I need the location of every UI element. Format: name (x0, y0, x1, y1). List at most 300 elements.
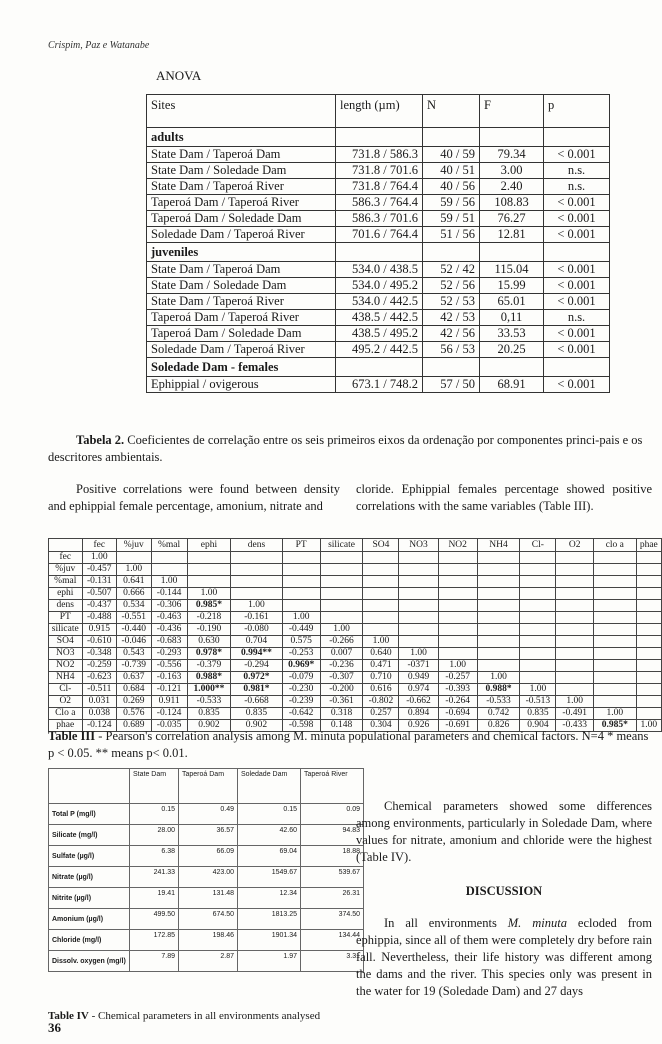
correlation-row (49, 600, 662, 612)
correlation-cell: 0.710 (363, 672, 399, 684)
anova-cell: 108.83 (480, 195, 544, 211)
correlation-cell: 1.00 (636, 720, 661, 732)
correlation-empty-cell (636, 588, 661, 600)
anova-row (147, 278, 610, 294)
correlation-cell: -0.623 (82, 672, 117, 684)
anova-cell: n.s. (544, 163, 610, 179)
anova-group-row (147, 358, 610, 377)
correlation-empty-cell (320, 588, 363, 600)
correlation-empty-cell (231, 576, 282, 588)
correlation-cell: 0.988* (187, 672, 231, 684)
correlation-empty-cell (187, 552, 231, 564)
correlation-cell: -0.507 (82, 588, 117, 600)
anova-cell: 438.5 / 442.5 (336, 310, 423, 326)
correlation-empty-cell (399, 600, 438, 612)
anova-cell: < 0.001 (544, 278, 610, 294)
table-4-row (49, 930, 364, 951)
correlation-empty-cell (556, 588, 594, 600)
correlation-empty-cell (636, 708, 661, 720)
anova-empty-cell (336, 128, 423, 147)
anova-table (146, 94, 610, 393)
correlation-cell: 0.985* (594, 720, 637, 732)
correlation-cell: 0.978* (187, 648, 231, 660)
anova-cell: 731.8 / 586.3 (336, 147, 423, 163)
correlation-cell: -0.463 (151, 612, 187, 624)
anova-cell: 68.91 (480, 377, 544, 393)
anova-cell: State Dam / Taperoá Dam (147, 262, 336, 278)
table-4-row-label: Total P (mg/l) (49, 804, 130, 825)
table-4-row-label: Silicate (mg/l) (49, 825, 130, 846)
correlation-empty-cell (477, 636, 520, 648)
correlation-cell: 0.038 (82, 708, 117, 720)
table-4-row-label: Chloride (mg/l) (49, 930, 130, 951)
correlation-cell: 1.00 (438, 660, 477, 672)
anova-cell: < 0.001 (544, 294, 610, 310)
correlation-empty-cell (556, 684, 594, 696)
correlation-cell: 0.988* (477, 684, 520, 696)
anova-cell: 15.99 (480, 278, 544, 294)
correlation-empty-cell (282, 600, 320, 612)
anova-cell: 673.1 / 748.2 (336, 377, 423, 393)
table-4-row (49, 909, 364, 930)
correlation-empty-cell (636, 696, 661, 708)
correlation-header-cell: %mal (151, 539, 187, 552)
correlation-cell: 0.985* (187, 600, 231, 612)
anova-cell: 40 / 59 (423, 147, 480, 163)
correlation-header-cell: NO3 (399, 539, 438, 552)
correlation-cell: 1.00 (520, 684, 556, 696)
anova-group-row (147, 243, 610, 262)
correlation-cell: 0.575 (282, 636, 320, 648)
table-4-header-row (49, 769, 364, 804)
correlation-empty-cell (399, 624, 438, 636)
correlation-cell: 0.981* (231, 684, 282, 696)
anova-cell: < 0.001 (544, 147, 610, 163)
correlation-cell: -0.239 (282, 696, 320, 708)
correlation-empty-cell (594, 552, 637, 564)
correlation-row-label: NO2 (49, 660, 83, 672)
anova-cell: 731.8 / 764.4 (336, 179, 423, 195)
correlation-cell: 0.826 (477, 720, 520, 732)
correlation-empty-cell (636, 552, 661, 564)
correlation-row (49, 564, 662, 576)
page-number: 36 (48, 1020, 61, 1035)
correlation-cell: -0.124 (82, 720, 117, 732)
correlation-header-cell: ephi (187, 539, 231, 552)
anova-group-label: juveniles (147, 243, 336, 262)
correlation-cell: -0.511 (82, 684, 117, 696)
correlation-cell: -0.668 (231, 696, 282, 708)
anova-cell: 731.8 / 701.6 (336, 163, 423, 179)
correlation-cell: 0.902 (187, 720, 231, 732)
correlation-empty-cell (477, 576, 520, 588)
anova-empty-cell (336, 358, 423, 377)
table-4-header-cell: Taperoá River (301, 769, 364, 804)
correlation-header-cell (49, 539, 83, 552)
paragraph-positive-correlations: Positive correlations were found between density and ephippial female percentage, amonium, nitrate and (48, 482, 340, 513)
table-4-cell: 1901.34 (238, 930, 301, 951)
correlation-cell: 0.318 (320, 708, 363, 720)
correlation-empty-cell (477, 552, 520, 564)
correlation-cell: -0.079 (282, 672, 320, 684)
correlation-cell: 0.911 (151, 696, 187, 708)
table-4-header-cell: Taperoá Dam (179, 769, 238, 804)
correlation-header-row (49, 539, 662, 552)
correlation-row-label: Clo a (49, 708, 83, 720)
anova-cell: < 0.001 (544, 342, 610, 358)
table-4-label: Table IV (48, 1010, 89, 1022)
correlation-empty-cell (636, 636, 661, 648)
anova-cell: 65.01 (480, 294, 544, 310)
anova-cell: 40 / 51 (423, 163, 480, 179)
correlation-cell: -0.348 (82, 648, 117, 660)
correlation-cell: 0.835 (231, 708, 282, 720)
correlation-empty-cell (636, 564, 661, 576)
correlation-cell: -0.264 (438, 696, 477, 708)
table-4-row (49, 888, 364, 909)
correlation-empty-cell (636, 576, 661, 588)
correlation-empty-cell (556, 600, 594, 612)
anova-cell: State Dam / Taperoá River (147, 179, 336, 195)
table-4-row (49, 846, 364, 867)
correlation-empty-cell (636, 672, 661, 684)
correlation-cell: 0.269 (117, 696, 152, 708)
anova-empty-cell (423, 358, 480, 377)
correlation-empty-cell (556, 636, 594, 648)
correlation-empty-cell (363, 624, 399, 636)
anova-row (147, 262, 610, 278)
anova-cell: Ephippial / ovigerous (147, 377, 336, 393)
correlation-cell: 0.926 (399, 720, 438, 732)
correlation-header-cell: NO2 (438, 539, 477, 552)
anova-row (147, 310, 610, 326)
correlation-empty-cell (477, 648, 520, 660)
anova-cell: Taperoá Dam / Taperoá River (147, 310, 336, 326)
table-4-row-label: Amonium (µg/l) (49, 909, 130, 930)
correlation-cell: -0.440 (117, 624, 152, 636)
correlation-empty-cell (117, 552, 152, 564)
anova-cell: n.s. (544, 179, 610, 195)
correlation-cell: -0.200 (320, 684, 363, 696)
correlation-cell: 1.00 (556, 696, 594, 708)
correlation-cell: -0.694 (438, 708, 477, 720)
correlation-row (49, 672, 662, 684)
correlation-row-label: dens (49, 600, 83, 612)
correlation-cell: 0.471 (363, 660, 399, 672)
correlation-empty-cell (520, 660, 556, 672)
correlation-cell: -0.253 (282, 648, 320, 660)
table-4-cell: 241.33 (130, 867, 179, 888)
correlation-cell: -0.361 (320, 696, 363, 708)
anova-cell: 586.3 / 701.6 (336, 211, 423, 227)
anova-cell: Taperoá Dam / Taperoá River (147, 195, 336, 211)
correlation-empty-cell (556, 648, 594, 660)
correlation-cell: -0.551 (117, 612, 152, 624)
anova-cell: 42 / 53 (423, 310, 480, 326)
correlation-empty-cell (231, 588, 282, 600)
correlation-cell: 0.704 (231, 636, 282, 648)
correlation-cell: -0.437 (82, 600, 117, 612)
anova-row (147, 227, 610, 243)
correlation-empty-cell (399, 612, 438, 624)
correlation-empty-cell (399, 552, 438, 564)
anova-cell: 52 / 42 (423, 262, 480, 278)
correlation-empty-cell (438, 624, 477, 636)
correlation-cell: 0.637 (117, 672, 152, 684)
correlation-empty-cell (520, 672, 556, 684)
anova-row (147, 342, 610, 358)
correlation-cell: 0.969* (282, 660, 320, 672)
anova-row (147, 294, 610, 310)
anova-cell: 534.0 / 442.5 (336, 294, 423, 310)
paragraph-discussion (356, 915, 652, 1000)
correlation-cell: -0.457 (82, 564, 117, 576)
table-4-row-label: Nitrite (µg/l) (49, 888, 130, 909)
anova-cell: 2.40 (480, 179, 544, 195)
correlation-cell: -0.259 (82, 660, 117, 672)
correlation-row (49, 612, 662, 624)
correlation-empty-cell (477, 600, 520, 612)
correlation-cell: -0.802 (363, 696, 399, 708)
correlation-empty-cell (594, 684, 637, 696)
correlation-cell: 1.00 (231, 600, 282, 612)
correlation-row-label: O2 (49, 696, 83, 708)
anova-cell: Taperoá Dam / Soledade Dam (147, 211, 336, 227)
table-4-cell: 42.60 (238, 825, 301, 846)
correlation-cell: 0.576 (117, 708, 152, 720)
anova-cell: 0,11 (480, 310, 544, 326)
correlation-cell: -0.230 (282, 684, 320, 696)
anova-empty-cell (336, 243, 423, 262)
correlation-row-label: NH4 (49, 672, 83, 684)
anova-row (147, 179, 610, 195)
anova-header-cell: p (544, 95, 610, 128)
correlation-empty-cell (594, 600, 637, 612)
correlation-empty-cell (438, 648, 477, 660)
table-2-caption (48, 432, 652, 466)
anova-cell: State Dam / Soledade Dam (147, 163, 336, 179)
anova-cell: 3.00 (480, 163, 544, 179)
anova-group-row (147, 128, 610, 147)
table-4-row-label: Sulfate (µg/l) (49, 846, 130, 867)
anova-row (147, 163, 610, 179)
correlation-cell: -0.161 (231, 612, 282, 624)
correlation-cell: -0.739 (117, 660, 152, 672)
anova-cell: 534.0 / 495.2 (336, 278, 423, 294)
anova-cell: 20.25 (480, 342, 544, 358)
anova-cell: 534.0 / 438.5 (336, 262, 423, 278)
anova-header-cell: length (µm) (336, 95, 423, 128)
table-4-cell: 374.50 (301, 909, 364, 930)
correlation-empty-cell (556, 612, 594, 624)
table-4-cell: 7.89 (130, 951, 179, 972)
correlation-empty-cell (636, 660, 661, 672)
correlation-cell: -0.436 (151, 624, 187, 636)
table-2-label: Tabela 2. (76, 433, 125, 447)
correlation-cell: 1.00 (117, 564, 152, 576)
table-4-caption-text: - Chemical parameters in all environments analysed (88, 1010, 321, 1022)
correlation-empty-cell (231, 552, 282, 564)
anova-cell: 42 / 56 (423, 326, 480, 342)
anova-cell: 59 / 51 (423, 211, 480, 227)
anova-cell: Taperoá Dam / Soledade Dam (147, 326, 336, 342)
correlation-cell: 1.000** (187, 684, 231, 696)
correlation-cell: -0.610 (82, 636, 117, 648)
correlation-empty-cell (320, 600, 363, 612)
table-4-cell: 1549.67 (238, 867, 301, 888)
correlation-empty-cell (636, 612, 661, 624)
correlation-empty-cell (556, 624, 594, 636)
table-4-cell: 28.00 (130, 825, 179, 846)
anova-empty-cell (480, 243, 544, 262)
correlation-row (49, 588, 662, 600)
correlation-cell: -0.691 (438, 720, 477, 732)
table-4-cell: 172.85 (130, 930, 179, 951)
anova-group-label: Soledade Dam - females (147, 358, 336, 377)
correlation-cell: 0.904 (520, 720, 556, 732)
correlation-empty-cell (363, 576, 399, 588)
correlation-row-label: ephi (49, 588, 83, 600)
correlation-empty-cell (363, 588, 399, 600)
correlation-empty-cell (520, 576, 556, 588)
correlation-header-cell: clo a (594, 539, 637, 552)
table-4-cell: 499.50 (130, 909, 179, 930)
anova-cell: Soledade Dam / Taperoá River (147, 227, 336, 243)
correlation-empty-cell (399, 576, 438, 588)
correlation-cell: -0.488 (82, 612, 117, 624)
table-4-cell: 3.31 (301, 951, 364, 972)
correlation-empty-cell (438, 612, 477, 624)
correlation-empty-cell (399, 636, 438, 648)
correlation-header-cell: SO4 (363, 539, 399, 552)
anova-empty-cell (423, 128, 480, 147)
table-4-header-cell: Soledade Dam (238, 769, 301, 804)
correlation-empty-cell (438, 636, 477, 648)
correlation-row-label: silicate (49, 624, 83, 636)
correlation-cell: -0.163 (151, 672, 187, 684)
correlation-empty-cell (187, 564, 231, 576)
chemical-parameters-table (48, 768, 364, 972)
correlation-cell: 0.304 (363, 720, 399, 732)
correlation-cell: -0.662 (399, 696, 438, 708)
anova-empty-cell (544, 243, 610, 262)
correlation-cell: -0.218 (187, 612, 231, 624)
anova-cell: 33.53 (480, 326, 544, 342)
anova-cell: 52 / 53 (423, 294, 480, 310)
correlation-empty-cell (363, 564, 399, 576)
correlation-empty-cell (520, 552, 556, 564)
anova-cell: 57 / 50 (423, 377, 480, 393)
table-4-header-cell: State Dam (130, 769, 179, 804)
correlation-empty-cell (438, 564, 477, 576)
table-3-caption (48, 728, 652, 762)
anova-cell: < 0.001 (544, 227, 610, 243)
correlation-table (48, 538, 662, 732)
correlation-cell: 0.689 (117, 720, 152, 732)
correlation-header-cell: silicate (320, 539, 363, 552)
table-4-row (49, 951, 364, 972)
anova-cell: 586.3 / 764.4 (336, 195, 423, 211)
table-4-row-label: Nitrate (µg/l) (49, 867, 130, 888)
correlation-empty-cell (520, 612, 556, 624)
correlation-empty-cell (594, 636, 637, 648)
correlation-row-label: phae (49, 720, 83, 732)
correlation-cell: -0.236 (320, 660, 363, 672)
anova-cell: < 0.001 (544, 377, 610, 393)
table-4-cell: 539.67 (301, 867, 364, 888)
anova-cell: 59 / 56 (423, 195, 480, 211)
correlation-cell: 1.00 (594, 708, 637, 720)
correlation-row-label: PT (49, 612, 83, 624)
table-4-caption (48, 1010, 320, 1022)
correlation-empty-cell (477, 612, 520, 624)
correlation-cell: -0.513 (520, 696, 556, 708)
correlation-empty-cell (520, 564, 556, 576)
correlation-empty-cell (399, 588, 438, 600)
correlation-header-cell: NH4 (477, 539, 520, 552)
correlation-empty-cell (187, 576, 231, 588)
correlation-empty-cell (477, 564, 520, 576)
correlation-cell: 0.835 (187, 708, 231, 720)
anova-header-row (147, 95, 610, 128)
correlation-empty-cell (477, 588, 520, 600)
correlation-cell: 0.543 (117, 648, 152, 660)
correlation-cell: 1.00 (151, 576, 187, 588)
correlation-cell: 0.640 (363, 648, 399, 660)
correlation-cell: -0.257 (438, 672, 477, 684)
table-4-cell: 19.41 (130, 888, 179, 909)
discussion-text-post: ecloded from ephippia, since all of them were completely dry before rain fall. Nevertheless, their life history was different among the dams and the river. This species only was present in the water for 19 (Soledade Dam) and 27 days (356, 916, 653, 998)
correlation-cell: -0.144 (151, 588, 187, 600)
correlation-empty-cell (282, 552, 320, 564)
anova-empty-cell (544, 358, 610, 377)
correlation-cell: -0.046 (117, 636, 152, 648)
correlation-empty-cell (636, 600, 661, 612)
correlation-header-cell: %juv (117, 539, 152, 552)
correlation-cell: 0.534 (117, 600, 152, 612)
table-4-cell: 12.34 (238, 888, 301, 909)
table-4-cell: 674.50 (179, 909, 238, 930)
anova-empty-cell (480, 358, 544, 377)
correlation-cell: -0.293 (151, 648, 187, 660)
correlation-empty-cell (477, 624, 520, 636)
correlation-empty-cell (320, 612, 363, 624)
table-4-row-label: Dissolv. oxygen (mg/l) (49, 951, 130, 972)
correlation-header-cell: fec (82, 539, 117, 552)
correlation-cell: 0.835 (520, 708, 556, 720)
correlation-cell: -0.433 (556, 720, 594, 732)
correlation-cell: 0.007 (320, 648, 363, 660)
correlation-row (49, 708, 662, 720)
correlation-empty-cell (363, 600, 399, 612)
correlation-header-cell: Cl- (520, 539, 556, 552)
correlation-header-cell: PT (282, 539, 320, 552)
correlation-empty-cell (636, 648, 661, 660)
correlation-empty-cell (594, 612, 637, 624)
anova-row (147, 211, 610, 227)
correlation-empty-cell (438, 588, 477, 600)
correlation-empty-cell (520, 588, 556, 600)
correlation-cell: 0.742 (477, 708, 520, 720)
correlation-empty-cell (438, 552, 477, 564)
anova-header-cell: N (423, 95, 480, 128)
paragraph-cloride: cloride. Ephippial females percentage showed positive correlations with the same variables (Table III). (356, 482, 652, 513)
correlation-cell: -0.379 (187, 660, 231, 672)
correlation-empty-cell (520, 648, 556, 660)
anova-cell: 76.27 (480, 211, 544, 227)
correlation-cell: -0.121 (151, 684, 187, 696)
correlation-empty-cell (556, 552, 594, 564)
